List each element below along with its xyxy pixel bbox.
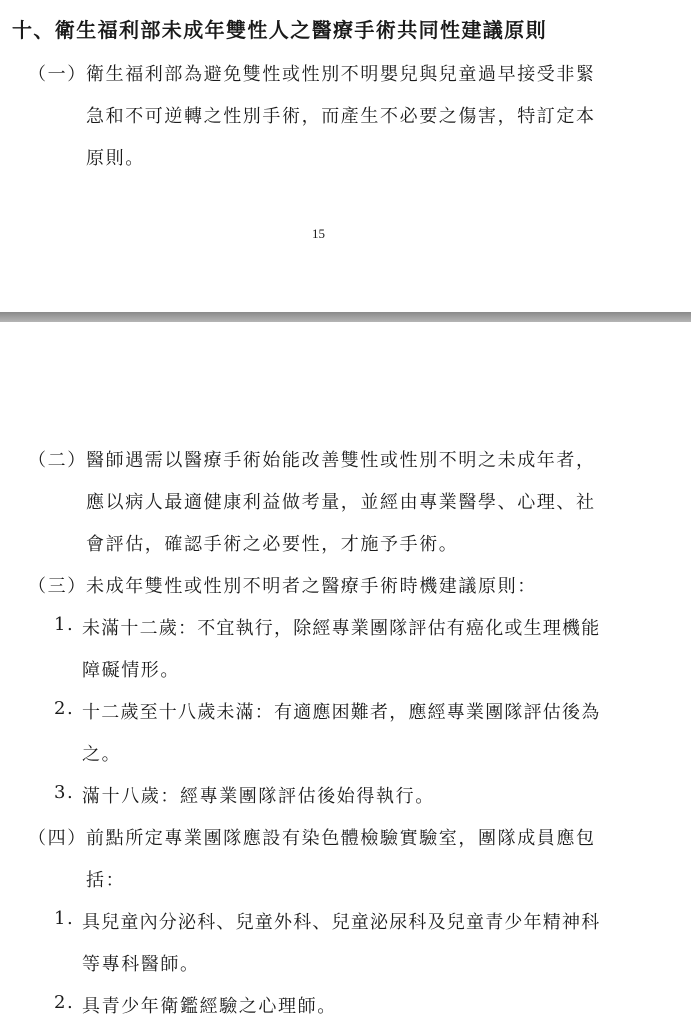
item-2-line-3: 會評估，確認手術之必要性，才施予手術。 bbox=[86, 534, 459, 555]
item-2-line-1: 醫師遇需以醫療手術始能改善雙性或性別不明之未成年者， bbox=[86, 450, 596, 471]
document-page-top bbox=[0, 0, 691, 312]
item-3-sub-1-num: 1. bbox=[54, 614, 75, 635]
page-separator bbox=[0, 312, 691, 322]
item-4-label: （四） bbox=[28, 828, 87, 849]
item-2-line-2: 應以病人最適健康利益做考量，並經由專業醫學、心理、社 bbox=[86, 492, 596, 513]
item-4-sub-1-num: 1. bbox=[54, 908, 75, 929]
item-4-line-2: 括： bbox=[86, 870, 126, 891]
section-title: 十、衛生福利部未成年雙性人之醫療手術共同性建議原則 bbox=[12, 18, 547, 42]
item-4-sub-2-line-1: 具青少年衛鑑經驗之心理師。 bbox=[82, 996, 337, 1017]
document-page-bottom bbox=[0, 322, 691, 1024]
item-2-label: （二） bbox=[28, 450, 87, 471]
item-3-sub-3-num: 3. bbox=[54, 782, 75, 803]
item-3-sub-2-line-2: 之。 bbox=[82, 744, 122, 765]
item-3-sub-2-num: 2. bbox=[54, 698, 75, 719]
item-3-sub-3-line-1: 滿十八歲：經專業團隊評估後始得執行。 bbox=[82, 786, 435, 807]
item-3-sub-1-line-1: 未滿十二歲：不宜執行，除經專業團隊評估有癌化或生理機能 bbox=[82, 618, 601, 639]
item-3-line-1: 未成年雙性或性別不明者之醫療手術時機建議原則： bbox=[86, 576, 537, 597]
page-number: 15 bbox=[312, 226, 325, 241]
item-4-line-1: 前點所定專業團隊應設有染色體檢驗實驗室，團隊成員應包 bbox=[86, 828, 596, 849]
item-4-sub-1-line-1: 具兒童內分泌科、兒童外科、兒童泌尿科及兒童青少年精神科 bbox=[82, 912, 601, 933]
item-1-line-2: 急和不可逆轉之性別手術，而產生不必要之傷害，特訂定本 bbox=[86, 106, 596, 127]
item-1-line-1: 衛生福利部為避免雙性或性別不明嬰兒與兒童過早接受非緊 bbox=[86, 64, 596, 85]
item-4-sub-1-line-2: 等專科醫師。 bbox=[82, 954, 200, 975]
item-3-sub-1-line-2: 障礙情形。 bbox=[82, 660, 180, 681]
item-1-label: （一） bbox=[28, 64, 87, 85]
item-1-line-3: 原則。 bbox=[86, 148, 145, 169]
item-4-sub-2-num: 2. bbox=[54, 992, 75, 1013]
item-3-label: （三） bbox=[28, 576, 87, 597]
item-3-sub-2-line-1: 十二歲至十八歲未滿：有適應困難者，應經專業團隊評估後為 bbox=[82, 702, 601, 723]
